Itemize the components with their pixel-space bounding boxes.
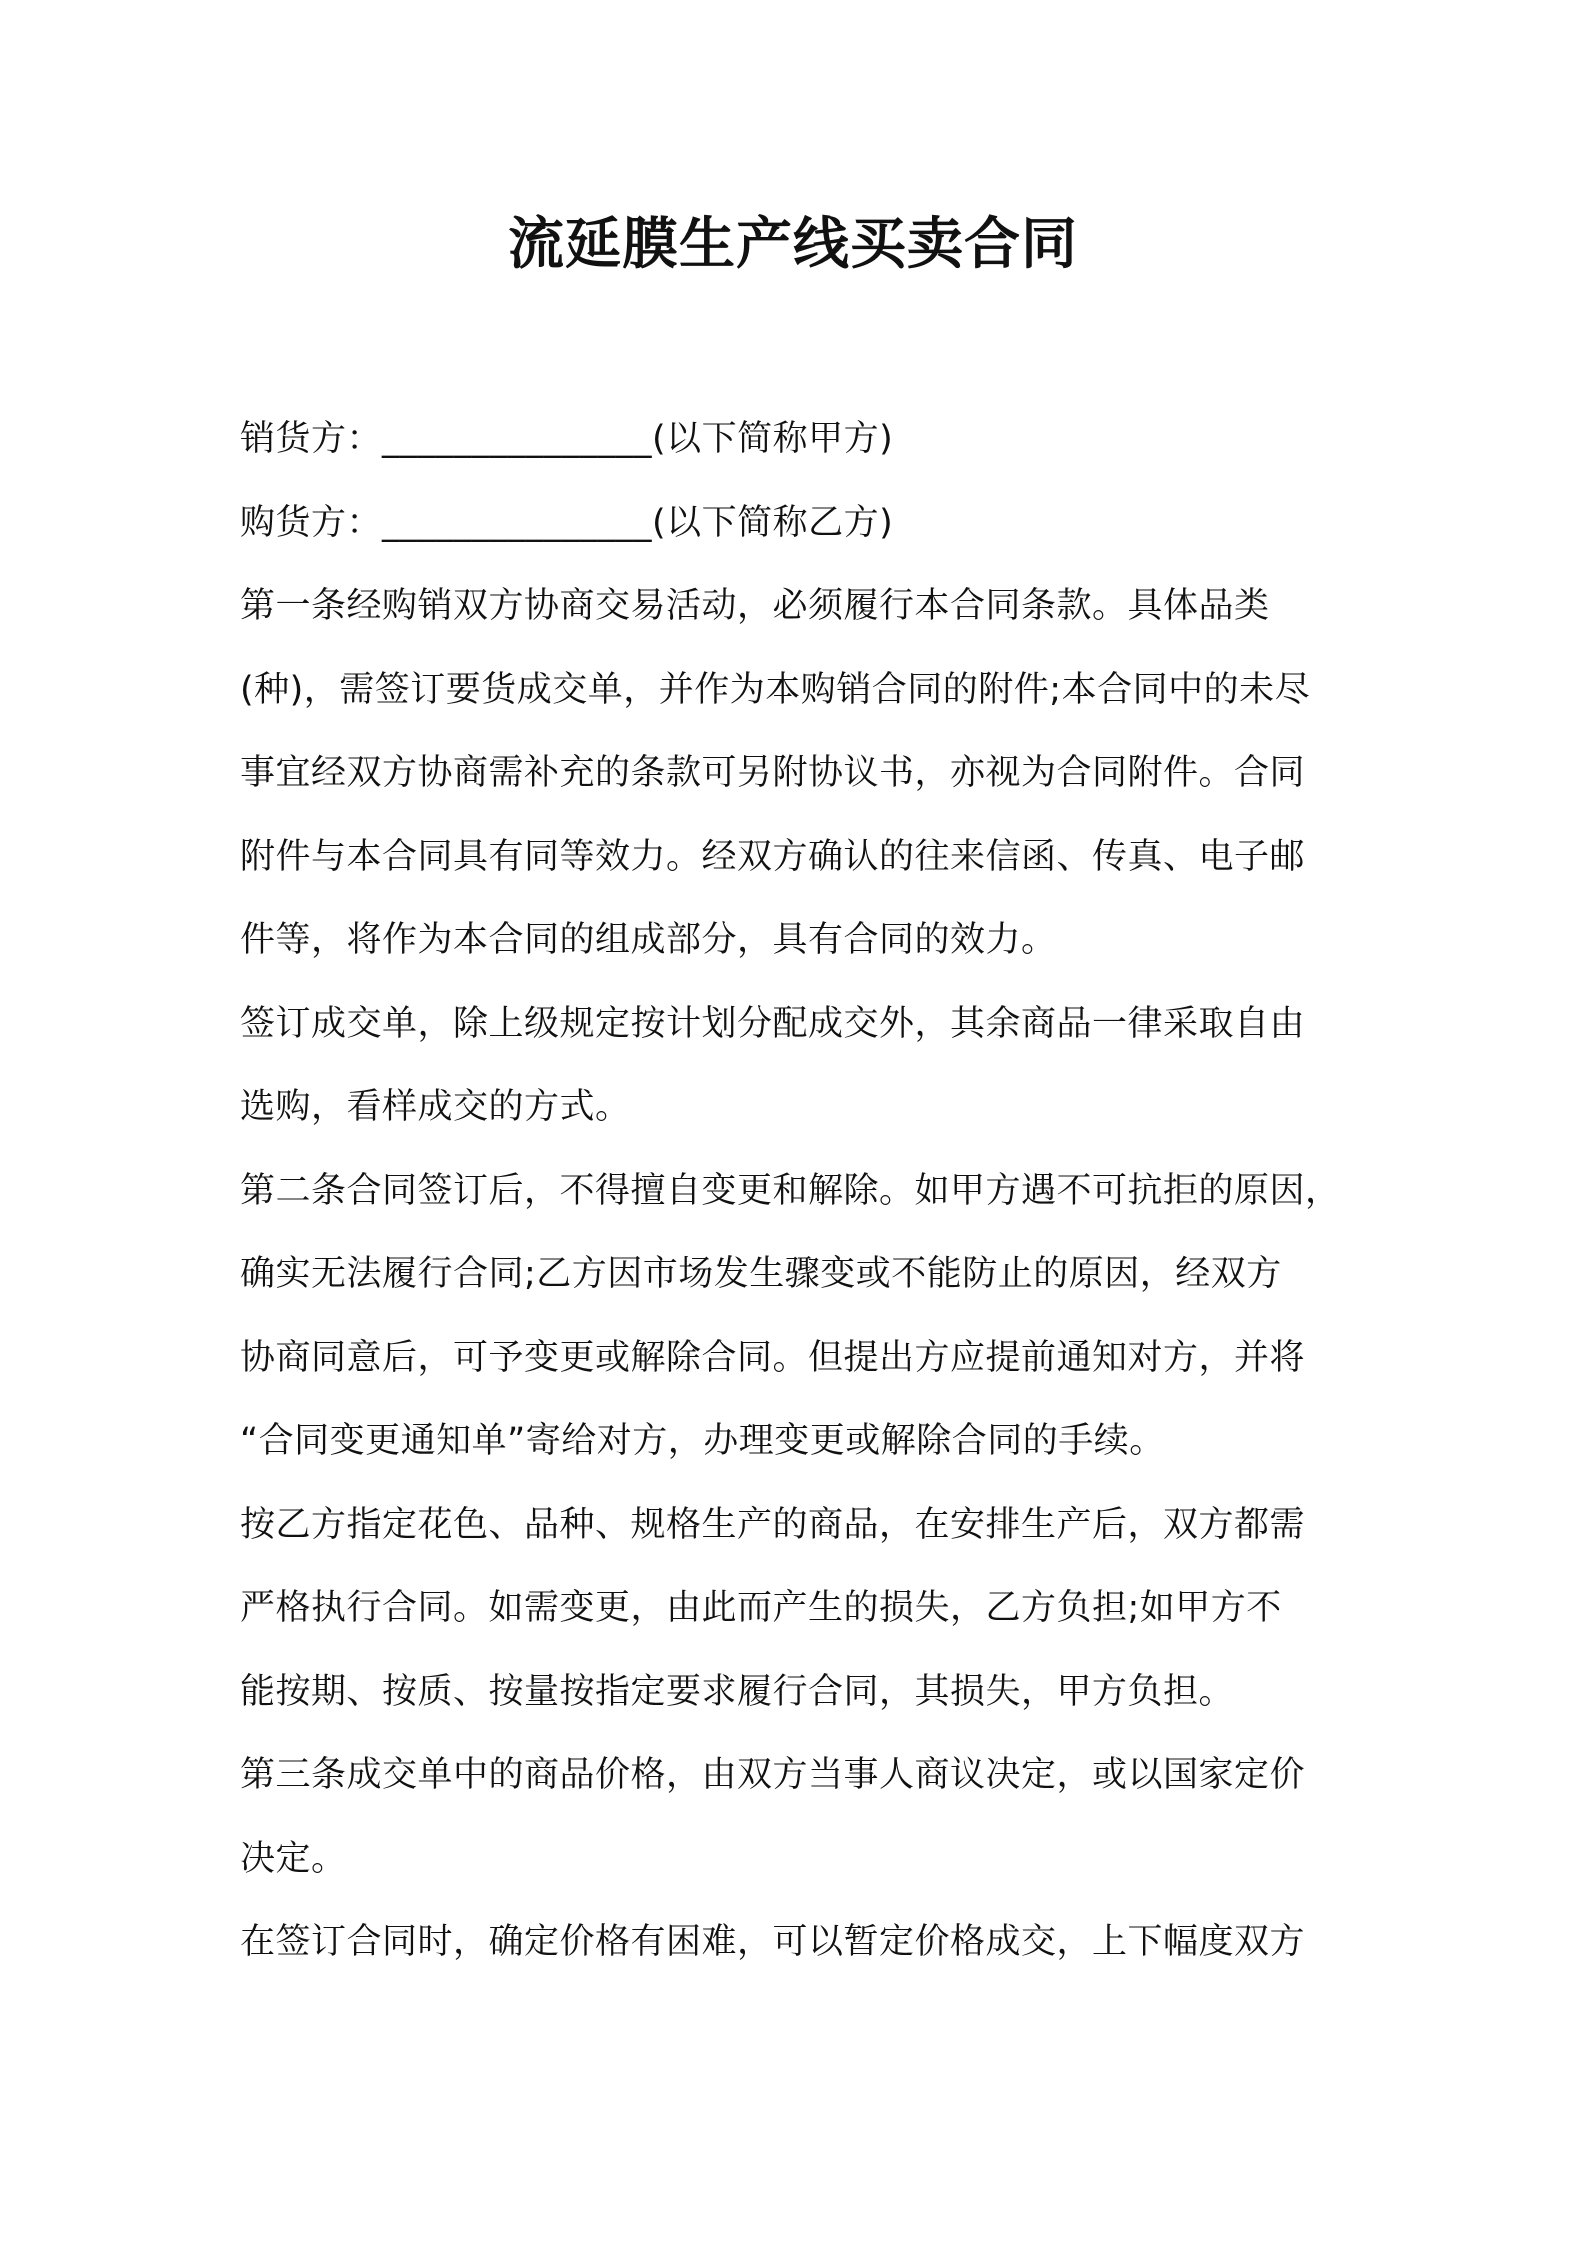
body-line: 第三条成交单中的商品价格，由双方当事人商议决定，或以国家定价	[240, 1755, 1306, 1795]
body-line: 按乙方指定花色、品种、规格生产的商品，在安排生产后，双方都需	[240, 1504, 1306, 1545]
body-line: 确实无法履行合同;乙方因市场发生骤变或不能防止的原因，经双方	[240, 1254, 1282, 1294]
body-line: 件等，将作为本合同的组成部分，具有合同的效力。	[240, 920, 1057, 960]
body-line: 第一条经购销双方协商交易活动，必须履行本合同条款。具体品类	[240, 586, 1270, 626]
body-line: 第二条合同签订后，不得擅自变更和解除。如甲方遇不可抗拒的原因，	[240, 1170, 1341, 1211]
document-body	[240, 398, 1360, 1985]
body-line: 协商同意后，可予变更或解除合同。但提出方应提前通知对方，并将	[240, 1337, 1306, 1378]
body-line: 能按期、按质、按量按指定要求履行合同，其损失，甲方负担。	[240, 1671, 1235, 1712]
document-title: 流延膜生产线买卖合同	[508, 212, 1078, 277]
body-line: 选购，看样成交的方式。	[240, 1087, 631, 1127]
body-line: 附件与本合同具有同等效力。经双方确认的往来信函、传真、电子邮	[240, 836, 1306, 877]
body-line: 事宜经双方协商需补充的条款可另附协议书，亦视为合同附件。合同	[240, 753, 1306, 793]
body-line: “合同变更通知单”寄给对方，办理变更或解除合同的手续。	[240, 1421, 1165, 1461]
body-line: 在签订合同时，确定价格有困难，可以暂定价格成交，上下幅度双方	[240, 1922, 1306, 1962]
buyer-line: 购货方：_______________(以下简称乙方)	[240, 502, 894, 543]
body-line: (种)，需签订要货成交单，并作为本购销合同的附件;本合同中的未尽	[240, 669, 1311, 710]
body-line: 签订成交单，除上级规定按计划分配成交外，其余商品一律采取自由	[240, 1003, 1306, 1044]
body-line: 严格执行合同。如需变更，由此而产生的损失，乙方负担;如甲方不	[240, 1588, 1282, 1628]
seller-line: 销货方：_______________(以下简称甲方)	[240, 419, 894, 459]
body-line: 决定。	[240, 1838, 347, 1879]
